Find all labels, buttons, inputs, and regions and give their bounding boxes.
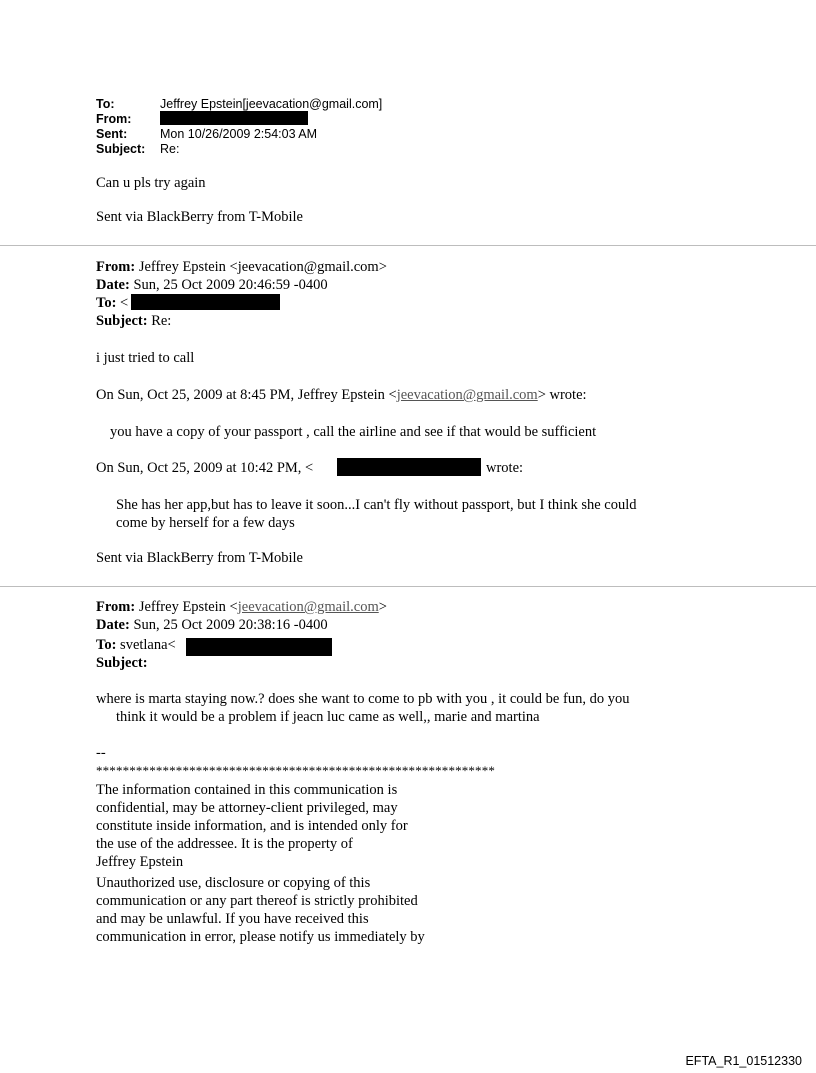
disclaimer-line: confidential, may be attorney-client privileged, may: [96, 800, 398, 816]
subject-label: Subject:: [96, 142, 146, 156]
from-line: [96, 258, 387, 276]
to-value: svetlana<: [120, 637, 176, 653]
msg2-signature: Sent via BlackBerry from T-Mobile: [96, 550, 303, 566]
to-label: To:: [96, 637, 117, 653]
subject-value: Re:: [160, 142, 180, 156]
disclaimer-line: communication in error, please notify us immediately by: [96, 929, 425, 945]
subject-line: [96, 654, 148, 672]
quote2-attribution-post: wrote:: [486, 460, 524, 476]
subject-label: Subject:: [96, 655, 148, 671]
quote2-attribution-pre: On Sun, Oct 25, 2009 at 10:42 PM, <: [96, 460, 314, 476]
msg1-signature: Sent via BlackBerry from T-Mobile: [96, 209, 303, 225]
disclaimer-line: The information contained in this communication is: [96, 782, 398, 798]
msg3-body-line: where is marta staying now.? does she want to come to pb with you , it could be fun, do you: [96, 691, 630, 707]
quote1-pre: On Sun, Oct 25, 2009 at 8:45 PM, Jeffrey Epstein <: [96, 387, 397, 403]
subject-line: [96, 312, 171, 330]
document-id: EFTA_R1_01512330: [685, 1054, 802, 1068]
date-line: [96, 616, 328, 634]
quote1-attribution: [96, 386, 587, 404]
date-label: Date:: [96, 617, 130, 633]
to-label: To:: [96, 295, 117, 311]
disclaimer-line: communication or any part thereof is strictly prohibited: [96, 893, 418, 909]
separator-line: [0, 245, 816, 246]
date-value: Sun, 25 Oct 2009 20:38:16 -0400: [133, 617, 328, 633]
redaction-box: [186, 638, 332, 656]
to-label: To:: [96, 97, 115, 111]
subject-label: Subject:: [96, 313, 148, 329]
disclaimer-line: the use of the addressee. It is the property of: [96, 836, 353, 852]
asterisk-divider: ************************************************************: [96, 763, 495, 778]
redaction-box: [337, 458, 481, 476]
quote2-line: come by herself for a few days: [116, 515, 295, 531]
date-value: Sun, 25 Oct 2009 20:46:59 -0400: [133, 277, 328, 293]
disclaimer-line: Jeffrey Epstein: [96, 854, 184, 870]
disclaimer-line: and may be unlawful. If you have received this: [96, 911, 369, 927]
redaction-box: [131, 294, 280, 310]
quote1-post: > wrote:: [537, 387, 587, 403]
signature-dash: --: [96, 745, 106, 761]
from-label: From:: [96, 599, 136, 615]
from-line: [96, 598, 387, 616]
from-label: From:: [96, 259, 136, 275]
msg3-body-line: think it would be a problem if jeacn luc came as well,, marie and martina: [116, 709, 540, 725]
quote1-body: you have a copy of your passport , call the airline and see if that would be sufficient: [110, 424, 597, 440]
email-link[interactable]: jeevacation@gmail.com: [237, 599, 379, 615]
sent-label: Sent:: [96, 127, 128, 141]
to-line: [96, 294, 128, 312]
disclaimer-line: constitute inside information, and is intended only for: [96, 818, 408, 834]
msg1-body: Can u pls try again: [96, 175, 206, 191]
msg2-body: i just tried to call: [96, 350, 195, 366]
from-label: From:: [96, 112, 132, 126]
from-value: Jeffrey Epstein <jeevacation@gmail.com>: [138, 259, 387, 275]
quote2-line: She has her app,but has to leave it soon...I can't fly without passport, but I think she could: [116, 497, 637, 513]
to-line: [96, 636, 176, 654]
from-pre: Jeffrey Epstein <: [138, 599, 238, 615]
date-label: Date:: [96, 277, 130, 293]
email-link[interactable]: jeevacation@gmail.com: [396, 387, 538, 403]
to-prefix: <: [120, 295, 129, 311]
subject-value: Re:: [151, 313, 172, 329]
separator-line: [0, 586, 816, 587]
sent-value: Mon 10/26/2009 2:54:03 AM: [160, 127, 318, 141]
date-line: [96, 276, 328, 294]
to-value: Jeffrey Epstein[jeevacation@gmail.com]: [160, 97, 383, 111]
redaction-box: [160, 111, 308, 125]
from-post: >: [378, 599, 387, 615]
disclaimer-line: Unauthorized use, disclosure or copying of this: [96, 875, 371, 891]
